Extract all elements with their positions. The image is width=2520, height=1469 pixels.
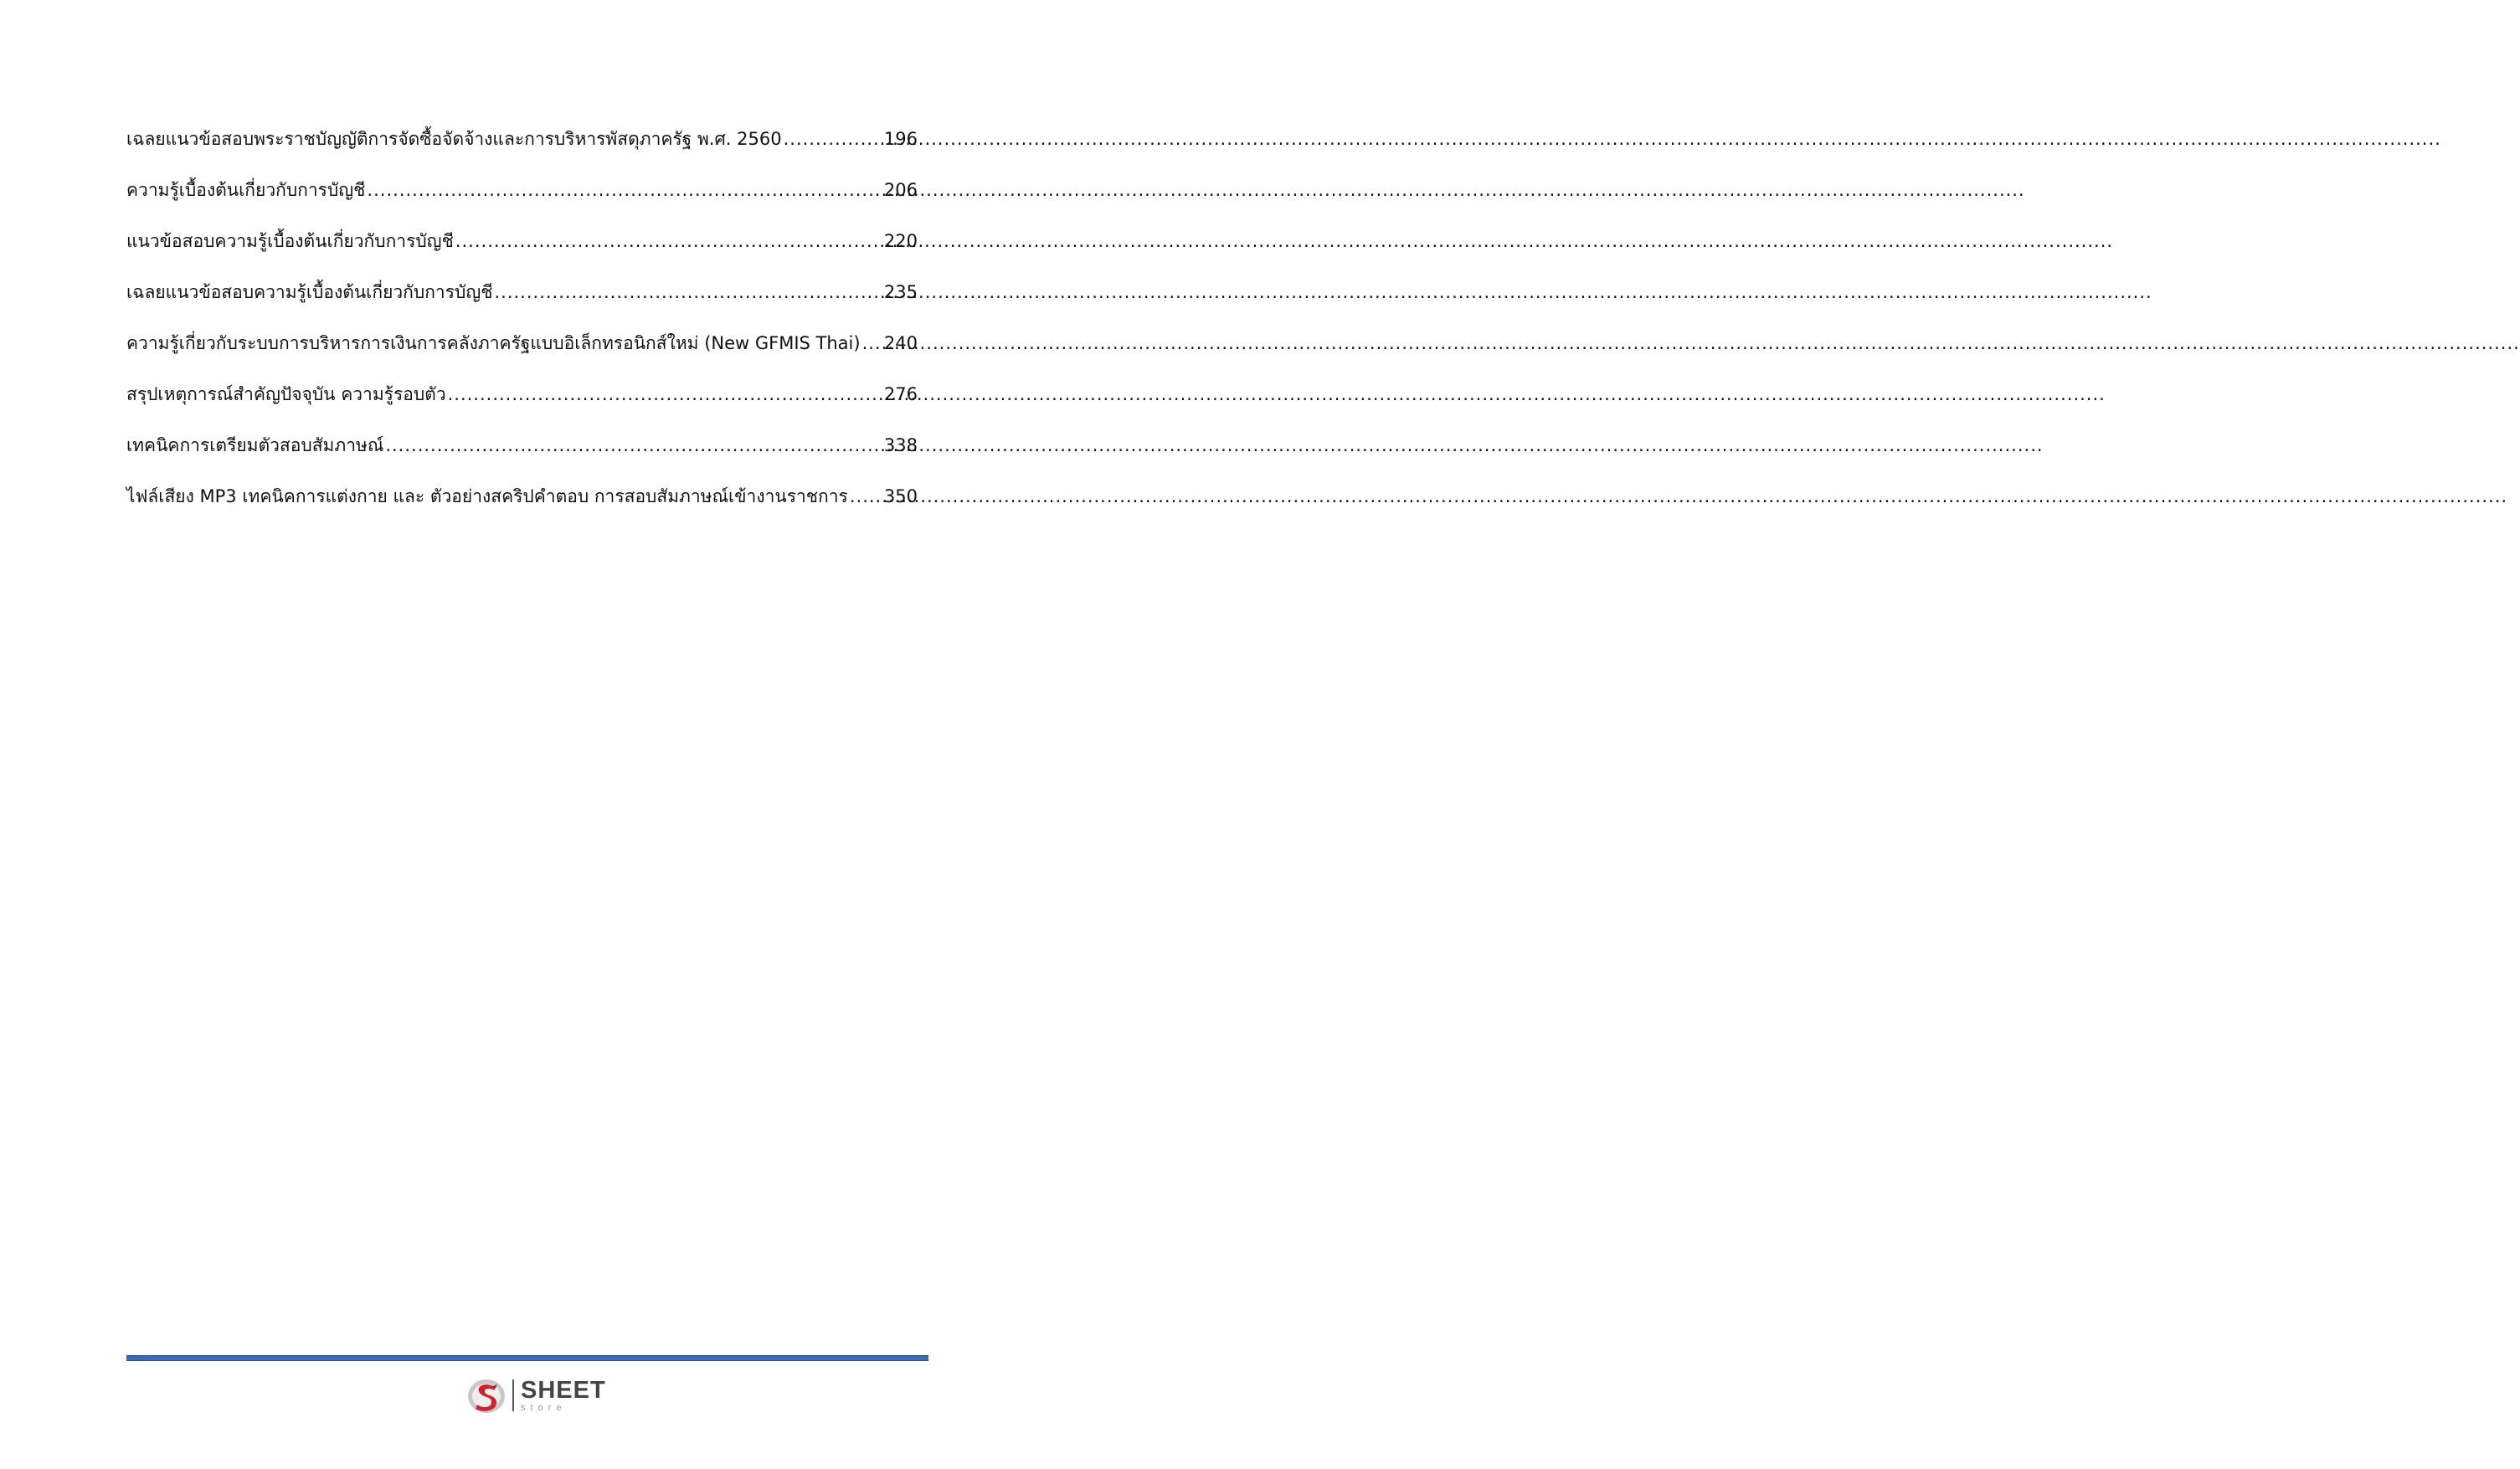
toc-entry-title: ความรู้เบื้องต้นเกี่ยวกับการบัญชี bbox=[126, 180, 366, 200]
toc-entry-page: 196 bbox=[883, 129, 918, 149]
toc-entry-title: สรุปเหตุการณ์สำคัญปัจจุบัน ความรู้รอบตัว bbox=[126, 384, 446, 404]
logo-subword: store bbox=[521, 1402, 567, 1413]
sheet-store-logo bbox=[465, 1374, 606, 1417]
toc-entry[interactable] bbox=[126, 432, 918, 483]
toc-entry-title: แนวข้อสอบความรู้เบื้องต้นเกี่ยวกับการบัญชี bbox=[126, 231, 454, 251]
logo-text bbox=[521, 1376, 606, 1413]
toc-entry-page: 276 bbox=[883, 384, 918, 404]
footer-rule bbox=[126, 1355, 928, 1361]
toc-entry-title: ไฟล์เสียง MP3 เทคนิคการแต่งกาย และ ตัวอย่างสคริปคำตอบ การสอบสัมภาษณ์เข้างานราชการ bbox=[126, 486, 848, 506]
toc-entry-page: 240 bbox=[883, 333, 918, 353]
toc-leader-dots bbox=[494, 282, 882, 302]
sheet-store-s-logo-icon bbox=[465, 1374, 507, 1416]
toc-entry-title: เฉลยแนวข้อสอบพระราชบัญญัติการจัดซื้อจัดจ้างและการบริหารพัสดุภาครัฐ พ.ศ. 2560 bbox=[126, 129, 782, 149]
logo-separator bbox=[512, 1379, 514, 1411]
toc-entry[interactable] bbox=[126, 228, 918, 279]
toc-entry[interactable] bbox=[126, 381, 918, 432]
toc-entry[interactable] bbox=[126, 279, 918, 330]
toc-leader-dots bbox=[862, 333, 882, 353]
toc-entry-page: 350 bbox=[883, 486, 918, 506]
toc-leader-dots bbox=[455, 231, 882, 251]
toc-entry-page: 338 bbox=[883, 435, 918, 455]
toc-entry-title: เฉลยแนวข้อสอบความรู้เบื้องต้นเกี่ยวกับการบัญชี bbox=[126, 282, 493, 302]
toc-entry-page: 220 bbox=[883, 231, 918, 251]
toc-leader-dots bbox=[850, 486, 882, 506]
toc-leader-dots bbox=[784, 129, 882, 149]
document-page bbox=[0, 0, 1039, 1469]
toc-leader-dots bbox=[385, 435, 882, 455]
toc-entry-title: เทคนิคการเตรียมตัวสอบสัมภาษณ์ bbox=[126, 435, 384, 455]
toc-entry-page: 206 bbox=[883, 180, 918, 200]
toc-entry[interactable] bbox=[126, 483, 918, 534]
toc-entry[interactable] bbox=[126, 330, 918, 381]
toc-leader-dots bbox=[367, 180, 882, 200]
toc-entry[interactable] bbox=[126, 126, 918, 177]
logo-word: SHEET bbox=[521, 1376, 606, 1404]
toc-entry-title: ความรู้เกี่ยวกับระบบการบริหารการเงินการคลังภาครัฐแบบอิเล็กทรอนิกส์ใหม่ (New GFMIS Thai) bbox=[126, 333, 861, 353]
toc-leader-dots bbox=[448, 384, 882, 404]
toc-entry[interactable] bbox=[126, 177, 918, 228]
table-of-contents bbox=[126, 126, 918, 534]
toc-entry-page: 235 bbox=[883, 282, 918, 302]
